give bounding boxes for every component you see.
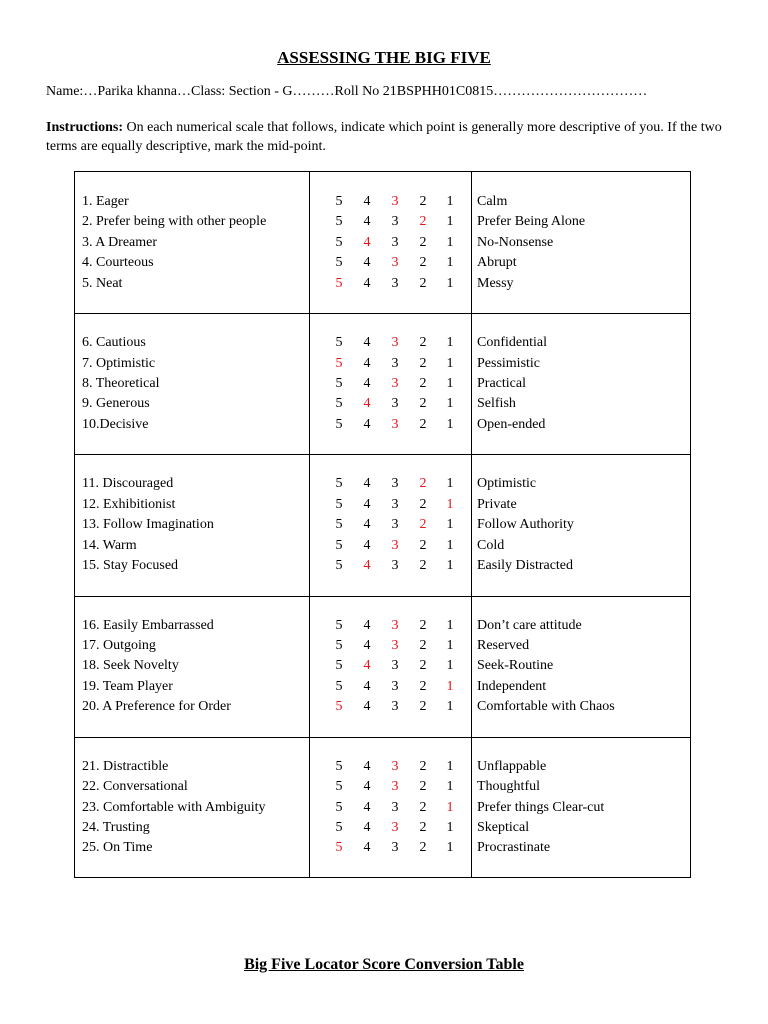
scale-point-1[interactable]: 1 [446, 637, 454, 653]
student-info-line: Name:…Parika khanna…Class: Section - G………Roll No 21BSPHH01C0815…………………………… [46, 84, 648, 99]
document-title: ASSESSING THE BIG FIVE [277, 48, 491, 67]
scale-row [309, 253, 471, 273]
scale-row [309, 656, 471, 676]
scale-point-3[interactable]: 3 [391, 699, 399, 715]
scale-point-3[interactable]: 3 [391, 335, 399, 351]
scale-point-1[interactable]: 1 [446, 758, 454, 774]
trait-right: Seek-Routine [477, 658, 554, 674]
scale-point-1[interactable]: 1 [446, 234, 454, 250]
trait-left: 18. Seek Novelty [82, 658, 179, 674]
trait-left: 8. Theoretical [82, 376, 160, 391]
scale-point-1[interactable]: 1 [446, 840, 454, 856]
group-divider [75, 596, 690, 597]
group-divider [75, 737, 690, 738]
scale-point-3[interactable]: 3 [391, 476, 399, 492]
scale-row [309, 777, 471, 797]
scale-column [309, 616, 471, 718]
scale-point-2[interactable]: 2 [419, 416, 427, 432]
scale-point-4[interactable]: 4 [363, 658, 371, 674]
scale-point-1[interactable]: 1 [446, 819, 454, 835]
scale-column [309, 192, 471, 294]
scale-point-5[interactable]: 5 [335, 557, 343, 573]
scale-point-1[interactable]: 1 [446, 375, 454, 391]
scale-point-1[interactable]: 1 [446, 799, 454, 815]
trait-left: 25. On Time [82, 840, 153, 856]
scale-point-2[interactable]: 2 [419, 699, 427, 715]
trait-left: 10.Decisive [82, 416, 149, 432]
trait-left: 16. Easily Embarrassed [82, 617, 214, 633]
trait-right: Easily Distracted [477, 558, 574, 574]
scale-point-2[interactable]: 2 [419, 537, 427, 553]
trait-right: Reserved [477, 638, 530, 653]
scale-row [309, 515, 471, 535]
trait-left-column [82, 474, 214, 576]
scale-point-3[interactable]: 3 [391, 396, 399, 412]
scale-point-4[interactable]: 4 [363, 819, 371, 835]
scale-point-4[interactable]: 4 [363, 476, 371, 492]
scale-point-5[interactable]: 5 [335, 476, 343, 492]
scale-point-2[interactable]: 2 [419, 214, 427, 230]
scale-point-1[interactable]: 1 [446, 699, 454, 715]
scale-point-5[interactable]: 5 [335, 214, 343, 230]
scale-point-3[interactable]: 3 [391, 255, 399, 271]
scale-point-1[interactable]: 1 [446, 557, 454, 573]
scale-point-2[interactable]: 2 [419, 375, 427, 391]
scale-point-2[interactable]: 2 [419, 335, 427, 351]
scale-point-4[interactable]: 4 [363, 557, 371, 573]
scale-point-3[interactable]: 3 [391, 234, 399, 250]
scale-point-5[interactable]: 5 [335, 234, 343, 250]
scale-row [309, 354, 471, 374]
trait-left: 21. Distractible [82, 758, 169, 774]
instructions-text: On each numerical scale that follows, indicate which point is generally more descriptive of you. If the two terms are equally descriptive, mark the mid-point. [46, 120, 722, 154]
scale-point-5[interactable]: 5 [335, 617, 343, 633]
scale-row [309, 556, 471, 576]
scale-point-2[interactable]: 2 [419, 799, 427, 815]
trait-right: Cold [477, 537, 505, 553]
trait-right-column [477, 616, 615, 718]
scale-point-1[interactable]: 1 [446, 617, 454, 633]
scale-point-5[interactable]: 5 [335, 355, 343, 371]
scale-point-5[interactable]: 5 [335, 396, 343, 412]
scale-point-4[interactable]: 4 [363, 758, 371, 774]
scale-point-1[interactable]: 1 [446, 517, 454, 533]
trait-left: 15. Stay Focused [82, 558, 179, 574]
scale-point-5[interactable]: 5 [335, 637, 343, 653]
trait-right: Private [477, 496, 517, 512]
trait-left: 12. Exhibitionist [82, 496, 176, 512]
scale-point-1[interactable]: 1 [446, 658, 454, 674]
scale-point-2[interactable]: 2 [419, 637, 427, 653]
scale-point-5[interactable]: 5 [335, 255, 343, 271]
trait-right: Optimistic [477, 476, 537, 492]
scale-point-4[interactable]: 4 [363, 517, 371, 533]
scale-point-5[interactable]: 5 [335, 779, 343, 795]
trait-left: 22. Conversational [82, 779, 188, 795]
scale-point-5[interactable]: 5 [335, 758, 343, 774]
scale-point-4[interactable]: 4 [363, 537, 371, 553]
trait-right: Pessimistic [477, 355, 541, 371]
scale-point-3[interactable]: 3 [391, 355, 399, 371]
trait-left: 23. Comfortable with Ambiguity [82, 799, 266, 815]
scale-point-3[interactable]: 3 [391, 758, 399, 774]
scale-point-2[interactable]: 2 [419, 617, 427, 633]
scale-point-1[interactable]: 1 [446, 779, 454, 795]
scale-point-4[interactable]: 4 [363, 496, 371, 512]
trait-right: Practical [477, 376, 526, 391]
scale-row [309, 536, 471, 556]
scale-point-1[interactable]: 1 [446, 396, 454, 412]
scale-row [309, 616, 471, 636]
conversion-table-title: Big Five Locator Score Conversion Table [244, 956, 524, 973]
trait-left-column [82, 192, 266, 294]
scale-row [309, 636, 471, 656]
trait-left: 4. Courteous [82, 255, 154, 271]
scale-row [309, 192, 471, 212]
trait-left-column [82, 333, 160, 435]
trait-left: 6. Cautious [82, 335, 146, 351]
scale-point-2[interactable]: 2 [419, 496, 427, 512]
scale-point-5[interactable]: 5 [335, 537, 343, 553]
scale-point-1[interactable]: 1 [446, 275, 454, 291]
scale-point-3[interactable]: 3 [391, 819, 399, 835]
scale-row [309, 677, 471, 697]
scale-point-5[interactable]: 5 [335, 275, 343, 291]
scale-point-4[interactable]: 4 [363, 275, 371, 291]
group-divider [75, 454, 690, 455]
scale-point-5[interactable]: 5 [335, 819, 343, 835]
scale-point-4[interactable]: 4 [363, 617, 371, 633]
scale-row [309, 495, 471, 515]
scale-point-2[interactable]: 2 [419, 234, 427, 250]
trait-left: 9. Generous [82, 396, 150, 412]
trait-right: Messy [477, 275, 514, 291]
scale-point-3[interactable]: 3 [391, 496, 399, 512]
instructions-label: Instructions: [46, 120, 124, 135]
trait-right-column [477, 757, 604, 859]
scale-point-3[interactable]: 3 [391, 840, 399, 856]
scale-point-5[interactable]: 5 [335, 416, 343, 432]
trait-right: Follow Authority [477, 517, 574, 533]
scale-point-3[interactable]: 3 [391, 517, 399, 533]
trait-right: Independent [477, 678, 547, 694]
scale-point-2[interactable]: 2 [419, 758, 427, 774]
trait-left: 3. A Dreamer [82, 234, 158, 250]
trait-left: 20. A Preference for Order [82, 699, 231, 715]
scale-point-5[interactable]: 5 [335, 658, 343, 674]
scale-point-5[interactable]: 5 [335, 335, 343, 351]
trait-right-column [477, 474, 574, 576]
trait-left: 19. Team Player [82, 678, 173, 694]
trait-left: 5. Neat [82, 275, 123, 291]
scale-point-5[interactable]: 5 [335, 517, 343, 533]
trait-right: Thoughtful [477, 779, 540, 795]
scale-point-5[interactable]: 5 [335, 799, 343, 815]
scale-point-2[interactable]: 2 [419, 476, 427, 492]
scale-row [309, 757, 471, 777]
scale-point-2[interactable]: 2 [419, 396, 427, 412]
scale-point-2[interactable]: 2 [419, 557, 427, 573]
scale-row [309, 838, 471, 858]
scale-row [309, 333, 471, 353]
assessment-table [74, 171, 691, 878]
scale-point-5[interactable]: 5 [335, 194, 343, 209]
scale-point-3[interactable]: 3 [391, 375, 399, 391]
scale-point-1[interactable]: 1 [446, 194, 454, 209]
scale-point-4[interactable]: 4 [363, 214, 371, 230]
scale-point-4[interactable]: 4 [363, 678, 371, 694]
scale-point-3[interactable]: 3 [391, 214, 399, 230]
scale-point-2[interactable]: 2 [419, 658, 427, 674]
scale-point-3[interactable]: 3 [391, 617, 399, 633]
scale-point-4[interactable]: 4 [363, 699, 371, 715]
scale-point-4[interactable]: 4 [363, 335, 371, 351]
trait-right: Comfortable with Chaos [477, 699, 615, 715]
scale-point-1[interactable]: 1 [446, 335, 454, 351]
scale-column [309, 333, 471, 435]
scale-row [309, 394, 471, 414]
scale-point-3[interactable]: 3 [391, 799, 399, 815]
scale-point-2[interactable]: 2 [419, 779, 427, 795]
scale-point-4[interactable]: 4 [363, 799, 371, 815]
scale-point-4[interactable]: 4 [363, 194, 371, 209]
scale-point-4[interactable]: 4 [363, 840, 371, 856]
trait-right: Selfish [477, 396, 516, 412]
trait-right: Calm [477, 194, 508, 209]
column-divider-right [471, 172, 472, 877]
instructions [46, 118, 736, 156]
trait-right: Procrastinate [477, 840, 551, 856]
trait-left: 13. Follow Imagination [82, 517, 214, 533]
scale-point-5[interactable]: 5 [335, 699, 343, 715]
scale-point-1[interactable]: 1 [446, 355, 454, 371]
trait-left: 24. Trusting [82, 820, 150, 836]
scale-row [309, 274, 471, 294]
scale-point-4[interactable]: 4 [363, 234, 371, 250]
scale-point-3[interactable]: 3 [391, 779, 399, 795]
scale-row [309, 415, 471, 435]
scale-column [309, 474, 471, 576]
scale-point-5[interactable]: 5 [335, 496, 343, 512]
trait-left-column [82, 757, 266, 859]
trait-right: Abrupt [477, 255, 517, 271]
scale-point-4[interactable]: 4 [363, 637, 371, 653]
scale-point-3[interactable]: 3 [391, 637, 399, 653]
scale-point-3[interactable]: 3 [391, 194, 399, 209]
scale-point-3[interactable]: 3 [391, 275, 399, 291]
trait-left: 17. Outgoing [82, 638, 156, 653]
scale-column [309, 757, 471, 859]
trait-right: Unflappable [477, 758, 547, 774]
scale-point-1[interactable]: 1 [446, 476, 454, 492]
trait-right: Confidential [477, 335, 547, 351]
scale-point-4[interactable]: 4 [363, 375, 371, 391]
trait-left: 14. Warm [82, 537, 137, 553]
scale-point-1[interactable]: 1 [446, 678, 454, 694]
trait-left: 11. Discouraged [82, 476, 174, 492]
scale-point-4[interactable]: 4 [363, 396, 371, 412]
scale-point-3[interactable]: 3 [391, 537, 399, 553]
group-divider [75, 313, 690, 314]
scale-point-4[interactable]: 4 [363, 416, 371, 432]
trait-right: Prefer Being Alone [477, 214, 586, 230]
trait-right: Skeptical [477, 820, 530, 836]
trait-right: Open-ended [477, 416, 546, 432]
scale-point-5[interactable]: 5 [335, 840, 343, 856]
scale-point-1[interactable]: 1 [446, 255, 454, 271]
scale-point-1[interactable]: 1 [446, 416, 454, 432]
trait-right: Prefer things Clear-cut [477, 799, 605, 815]
scale-point-2[interactable]: 2 [419, 355, 427, 371]
scale-point-3[interactable]: 3 [391, 678, 399, 694]
scale-point-1[interactable]: 1 [446, 537, 454, 553]
trait-right-column [477, 192, 585, 294]
trait-left-column [82, 616, 231, 718]
scale-point-2[interactable]: 2 [419, 840, 427, 856]
scale-point-5[interactable]: 5 [335, 678, 343, 694]
scale-point-4[interactable]: 4 [363, 779, 371, 795]
scale-row [309, 474, 471, 494]
scale-point-3[interactable]: 3 [391, 557, 399, 573]
trait-left: 7. Optimistic [82, 355, 156, 371]
scale-point-2[interactable]: 2 [419, 194, 427, 209]
scale-point-2[interactable]: 2 [419, 517, 427, 533]
scale-row [309, 233, 471, 253]
trait-left: 1. Eager [82, 194, 129, 209]
scale-row [309, 374, 471, 394]
scale-row [309, 818, 471, 838]
scale-point-4[interactable]: 4 [363, 355, 371, 371]
trait-right: No-Nonsense [477, 234, 554, 250]
scale-point-1[interactable]: 1 [446, 496, 454, 512]
scale-point-3[interactable]: 3 [391, 416, 399, 432]
scale-point-2[interactable]: 2 [419, 819, 427, 835]
scale-point-1[interactable]: 1 [446, 214, 454, 230]
scale-row [309, 212, 471, 232]
scale-point-4[interactable]: 4 [363, 255, 371, 271]
trait-left: 2. Prefer being with other people [82, 214, 267, 230]
scale-point-5[interactable]: 5 [335, 375, 343, 391]
scale-point-3[interactable]: 3 [391, 658, 399, 674]
scale-point-2[interactable]: 2 [419, 275, 427, 291]
scale-point-2[interactable]: 2 [419, 678, 427, 694]
scale-point-2[interactable]: 2 [419, 255, 427, 271]
scale-row [309, 798, 471, 818]
trait-right-column [477, 333, 547, 435]
trait-right: Don’t care attitude [477, 617, 582, 633]
scale-row [309, 697, 471, 717]
